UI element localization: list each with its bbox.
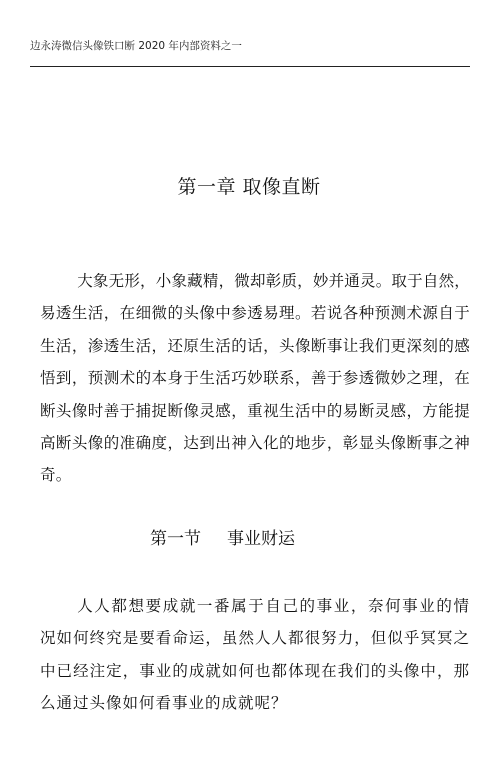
section-paragraph: 人人都想要成就一番属于自己的事业，奈何事业的情况如何终究是要看命运，虽然人人都很努力，但似乎冥冥之中已经注定，事业的成就如何也都体现在我们的头像中，那么通过头像如何看事业的成就呢？ bbox=[40, 597, 470, 713]
chapter-title: 第一章 取像直断 bbox=[177, 176, 321, 198]
section-title bbox=[150, 524, 295, 549]
section-number: 第一节 bbox=[150, 529, 201, 549]
intro-paragraph: 大象无形，小象藏精，微却彰质，妙并通灵。取于自然，易透生活，在细微的头像中参透易理。若说各种预测术源自于生活，渗透生活，还原生活的话，头像断事让我们更深刻的感悟到，预测术的本身于生活巧妙联系，善于参透微妙之理，在断头像时善于捕捉断像灵感，重视生活中的易断灵感，方能提高断头像的准确度，达到出神入化的地步，彰显头像断事之神奇。 bbox=[40, 272, 470, 485]
header-divider bbox=[30, 66, 470, 67]
section-name: 事业财运 bbox=[227, 529, 295, 549]
header-text: 边永涛微信头像铁口断 2020 年内部资料之一 bbox=[30, 40, 242, 52]
